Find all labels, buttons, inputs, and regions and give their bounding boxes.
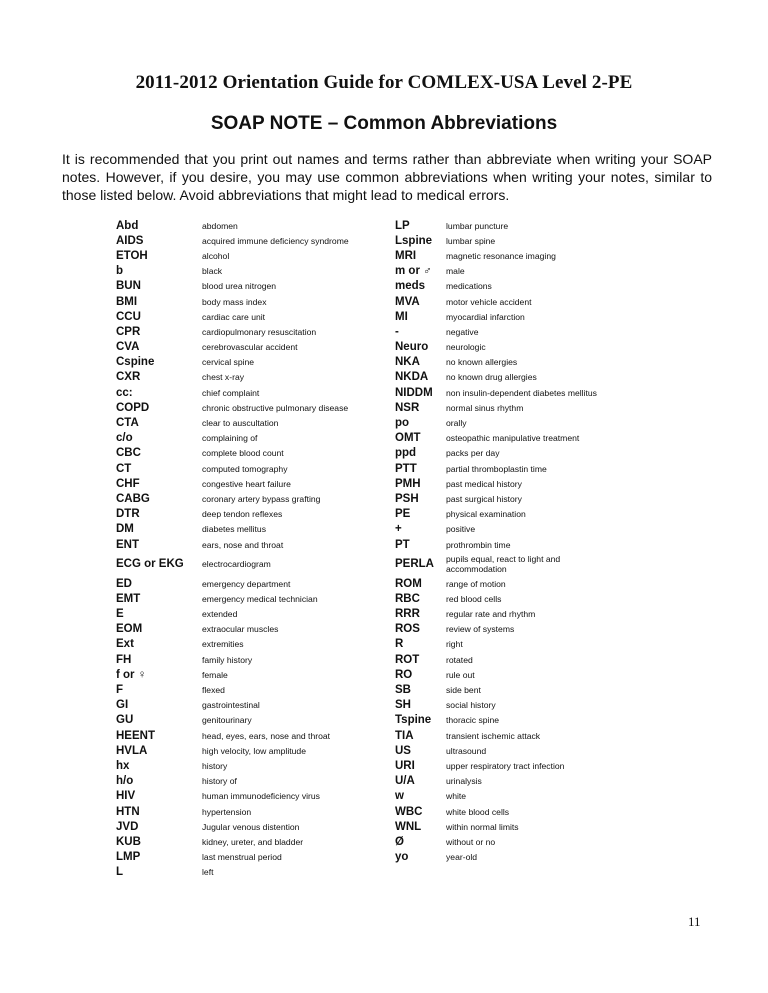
abbreviation-term: -	[395, 325, 399, 338]
abbreviation-meaning: complete blood count	[202, 448, 284, 459]
abbreviation-meaning: review of systems	[446, 624, 515, 635]
abbreviation-meaning: alcohol	[202, 250, 230, 261]
abbreviation-row	[395, 537, 616, 552]
abbreviation-row	[395, 682, 616, 697]
abbreviation-row	[395, 637, 616, 652]
abbreviation-row	[116, 279, 372, 294]
abbreviation-row	[116, 218, 372, 233]
abbreviation-meaning: genitourinary	[202, 715, 252, 726]
abbreviation-row	[395, 774, 616, 789]
abbreviation-row	[116, 264, 372, 279]
page-title: SOAP NOTE – Common Abbreviations	[210, 113, 558, 134]
abbreviation-term: WNL	[395, 820, 422, 833]
abbreviation-row	[395, 713, 616, 728]
abbreviation-row	[116, 476, 372, 491]
abbreviation-term: ED	[116, 577, 132, 590]
abbreviation-term: SB	[395, 684, 411, 697]
abbreviation-meaning: body mass index	[202, 296, 267, 307]
abbreviation-term: L	[116, 866, 124, 879]
abbreviation-row	[116, 491, 372, 506]
abbreviation-term: +	[395, 523, 402, 536]
abbreviation-term: MI	[395, 310, 408, 323]
abbreviation-row	[116, 758, 372, 773]
abbreviation-row	[116, 522, 372, 537]
abbreviation-meaning: medications	[446, 281, 492, 292]
abbreviation-term: E	[116, 608, 124, 621]
abbreviation-meaning: lumbar puncture	[446, 220, 509, 231]
abbreviation-term: PT	[395, 538, 410, 551]
abbreviation-meaning: ears, nose and throat	[202, 539, 284, 550]
abbreviation-row	[395, 248, 616, 263]
abbreviation-term: EOM	[116, 623, 143, 636]
abbreviation-term: NKA	[395, 356, 420, 369]
abbreviation-meaning: hypertension	[202, 806, 252, 817]
abbreviation-row	[116, 461, 372, 476]
abbreviation-term: BUN	[116, 280, 141, 293]
abbreviation-meaning: no known allergies	[446, 357, 518, 368]
abbreviation-meaning: extremities	[202, 639, 244, 650]
abbreviation-row	[116, 537, 372, 552]
abbreviation-term: ppd	[395, 447, 417, 460]
abbreviation-row	[395, 850, 616, 865]
abbreviation-meaning: orally	[446, 418, 467, 429]
abbreviation-term: F	[116, 684, 124, 697]
abbreviation-term: PTT	[395, 462, 417, 475]
abbreviation-term: po	[395, 417, 410, 430]
abbreviation-meaning: physical examination	[446, 509, 526, 520]
abbreviation-meaning: past surgical history	[446, 493, 522, 504]
abbreviation-row	[116, 698, 372, 713]
abbreviation-meaning: without or no	[446, 836, 496, 847]
abbreviation-meaning: rule out	[446, 669, 475, 680]
abbreviation-term: NIDDM	[395, 386, 433, 399]
abbreviation-term: Tspine	[395, 714, 432, 727]
abbreviation-meaning: flexed	[202, 685, 225, 696]
abbreviation-row	[395, 834, 616, 849]
abbreviation-term: SH	[395, 699, 411, 712]
abbreviation-term: CABG	[116, 492, 150, 505]
abbreviation-meaning: no known drug allergies	[446, 372, 537, 383]
abbreviation-term: Lspine	[395, 234, 433, 247]
abbreviation-row	[395, 652, 616, 667]
abbreviation-meaning: family history	[202, 654, 253, 665]
abbreviation-row	[116, 309, 372, 324]
abbreviation-meaning: diabetes mellitus	[202, 524, 267, 535]
abbreviation-term: HTN	[116, 805, 140, 818]
abbreviation-row	[395, 622, 616, 637]
abbreviation-meaning: emergency medical technician	[202, 593, 318, 604]
abbreviation-row	[395, 340, 616, 355]
abbreviation-row	[395, 355, 616, 370]
abbreviation-row	[116, 431, 372, 446]
abbreviation-term: EMT	[116, 592, 141, 605]
abbreviation-term: DTR	[116, 508, 140, 521]
abbreviation-meaning: last menstrual period	[202, 852, 282, 863]
abbreviation-row	[116, 682, 372, 697]
abbreviation-meaning: emergency department	[202, 578, 291, 589]
abbreviation-term: m or ♂	[395, 265, 432, 278]
abbreviation-term: Ø	[395, 835, 404, 848]
abbreviation-meaning: electrocardiogram	[202, 559, 271, 570]
abbreviation-term: NSR	[395, 401, 420, 414]
abbreviation-meaning: positive	[446, 524, 476, 535]
abbreviation-term: HVLA	[116, 744, 148, 757]
abbreviation-meaning: chronic obstructive pulmonary disease	[202, 402, 349, 413]
abbreviation-term: b	[116, 265, 124, 278]
abbreviation-meaning: black	[202, 266, 223, 277]
abbreviation-term: ENT	[116, 538, 139, 551]
abbreviation-term: Neuro	[395, 341, 429, 354]
abbreviation-meaning: extended	[202, 609, 238, 620]
abbreviation-row	[395, 607, 616, 622]
abbreviation-meaning: osteopathic manipulative treatment	[446, 433, 580, 444]
abbreviation-meaning: pupils equal, react to light and accommodation	[446, 554, 561, 575]
abbreviation-row	[395, 446, 616, 461]
abbreviation-row	[395, 294, 616, 309]
abbreviation-row	[395, 507, 616, 522]
abbreviation-row	[116, 400, 372, 415]
abbreviation-term: PSH	[395, 492, 419, 505]
abbreviation-term: PE	[395, 508, 411, 521]
abbreviation-row	[116, 576, 372, 591]
abbreviation-meaning: Jugular venous distention	[202, 821, 300, 832]
abbreviation-row	[116, 446, 372, 461]
abbreviation-meaning: within normal limits	[446, 821, 519, 832]
abbreviation-term: COPD	[116, 401, 150, 414]
abbreviation-row	[116, 233, 372, 248]
abbreviation-term: w	[395, 790, 404, 803]
abbreviation-term: DM	[116, 523, 134, 536]
abbreviation-term: ETOH	[116, 249, 148, 262]
abbreviation-row	[116, 774, 372, 789]
abbreviation-meaning: prothrombin time	[446, 539, 511, 550]
abbreviation-meaning: clear to auscultation	[202, 418, 279, 429]
abbreviation-term: ECG or EKG	[116, 558, 184, 571]
abbreviation-meaning: complaining of	[202, 433, 258, 444]
abbreviation-row	[116, 355, 372, 370]
abbreviation-meaning: coronary artery bypass grafting	[202, 493, 321, 504]
abbreviation-row	[395, 415, 616, 430]
abbreviation-meaning: past medical history	[446, 478, 522, 489]
abbreviation-meaning: negative	[446, 326, 479, 337]
abbreviation-term: RRR	[395, 608, 420, 621]
abbreviation-row	[116, 652, 372, 667]
abbreviation-meaning: ultrasound	[446, 745, 487, 756]
abbreviation-row	[395, 758, 616, 773]
abbreviation-row	[395, 476, 616, 491]
abbreviation-meaning: rotated	[446, 654, 473, 665]
abbreviation-term: GU	[116, 714, 134, 727]
abbreviation-meaning: regular rate and rhythm	[446, 609, 536, 620]
abbreviation-meaning: congestive heart failure	[202, 478, 291, 489]
abbreviation-row	[116, 415, 372, 430]
abbreviation-row	[395, 552, 616, 576]
abbreviation-row	[116, 667, 372, 682]
abbreviation-term: yo	[395, 851, 409, 864]
intro-paragraph: It is recommended that you print out names and terms rather than abbreviate when writing your SOAP notes. However, if you desire, you may use common abbreviations when writing your notes, similar to those listed below. Avoid abbreviations that might lead to medical errors.	[62, 151, 712, 203]
abbreviation-term: BMI	[116, 295, 138, 308]
abbreviation-meaning: right	[446, 639, 463, 650]
abbreviation-meaning: abdomen	[202, 220, 238, 231]
abbreviation-term: CTA	[116, 417, 139, 430]
abbreviation-row	[395, 591, 616, 606]
abbreviation-row	[116, 819, 372, 834]
abbreviation-list-left	[116, 218, 372, 880]
abbreviation-term: CBC	[116, 447, 141, 460]
abbreviation-meaning: white	[446, 791, 467, 802]
abbreviation-row	[395, 309, 616, 324]
abbreviation-meaning: normal sinus rhythm	[446, 402, 524, 413]
page-number: 11	[688, 914, 701, 929]
abbreviation-meaning: myocardial infarction	[446, 311, 525, 322]
abbreviation-meaning: human immunodeficiency virus	[202, 791, 320, 802]
abbreviation-term: CCU	[116, 310, 141, 323]
abbreviation-meaning: packs per day	[446, 448, 500, 459]
abbreviation-meaning: history	[202, 760, 228, 771]
abbreviation-row	[395, 218, 616, 233]
abbreviation-meaning: chest x-ray	[202, 372, 245, 383]
abbreviation-row	[116, 728, 372, 743]
abbreviation-row	[395, 400, 616, 415]
abbreviation-row	[395, 743, 616, 758]
abbreviation-row	[395, 491, 616, 506]
abbreviation-row	[395, 431, 616, 446]
abbreviation-term: US	[395, 744, 411, 757]
abbreviation-term: CT	[116, 462, 132, 475]
abbreviation-term: LP	[395, 219, 410, 232]
abbreviation-row	[395, 324, 616, 339]
abbreviation-meaning: extraocular muscles	[202, 624, 279, 635]
abbreviation-meaning: partial thromboplastin time	[446, 463, 547, 474]
abbreviation-term: Abd	[116, 219, 139, 232]
abbreviation-term: MVA	[395, 295, 420, 308]
abbreviation-row	[116, 370, 372, 385]
abbreviation-row	[116, 385, 372, 400]
abbreviation-row	[395, 698, 616, 713]
abbreviation-term: c/o	[116, 432, 133, 445]
abbreviation-term: U/A	[395, 775, 415, 788]
abbreviation-term: JVD	[116, 820, 139, 833]
abbreviation-term: h/o	[116, 775, 134, 788]
abbreviation-meaning: acquired immune deficiency syndrome	[202, 235, 349, 246]
abbreviation-term: hx	[116, 759, 130, 772]
abbreviation-row	[116, 789, 372, 804]
abbreviation-row	[395, 819, 616, 834]
abbreviation-term: PMH	[395, 477, 421, 490]
abbreviation-row	[395, 385, 616, 400]
abbreviation-row	[116, 850, 372, 865]
abbreviation-row	[395, 233, 616, 248]
abbreviation-meaning: red blood cells	[446, 593, 502, 604]
abbreviation-meaning: cardiopulmonary resuscitation	[202, 326, 317, 337]
abbreviation-term: CVA	[116, 341, 140, 354]
abbreviation-term: AIDS	[116, 234, 144, 247]
abbreviation-term: KUB	[116, 835, 141, 848]
abbreviation-term: RBC	[395, 592, 420, 605]
abbreviation-row	[116, 248, 372, 263]
abbreviation-meaning: thoracic spine	[446, 715, 500, 726]
abbreviation-meaning: upper respiratory tract infection	[446, 760, 565, 771]
abbreviation-row	[395, 522, 616, 537]
abbreviation-row	[116, 622, 372, 637]
abbreviation-row	[395, 370, 616, 385]
abbreviation-meaning: computed tomography	[202, 463, 288, 474]
abbreviation-row	[116, 324, 372, 339]
abbreviation-term: NKDA	[395, 371, 429, 384]
abbreviation-row	[116, 591, 372, 606]
abbreviation-meaning: range of motion	[446, 578, 506, 589]
abbreviation-term: Cspine	[116, 356, 155, 369]
abbreviation-meaning: left	[202, 867, 214, 878]
abbreviation-meaning: head, eyes, ears, nose and throat	[202, 730, 331, 741]
abbreviation-row	[395, 789, 616, 804]
abbreviation-list-right	[395, 218, 616, 865]
abbreviation-meaning: female	[202, 669, 228, 680]
abbreviation-term: f or ♀	[116, 668, 147, 681]
abbreviation-meaning: blood urea nitrogen	[202, 281, 277, 292]
abbreviation-term: HIV	[116, 790, 136, 803]
abbreviation-meaning: high velocity, low amplitude	[202, 745, 306, 756]
abbreviation-meaning: male	[446, 266, 465, 277]
abbreviation-term: ROT	[395, 653, 420, 666]
abbreviation-term: CHF	[116, 477, 140, 490]
abbreviation-term: LMP	[116, 851, 141, 864]
abbreviation-meaning: cervical spine	[202, 357, 255, 368]
abbreviation-term: meds	[395, 280, 426, 293]
abbreviation-row	[116, 552, 372, 576]
document-header: 2011-2012 Orientation Guide for COMLEX-USA Level 2-PE	[135, 72, 633, 93]
abbreviation-term: PERLA	[395, 558, 434, 571]
abbreviation-row	[116, 637, 372, 652]
abbreviation-term: R	[395, 638, 404, 651]
abbreviation-meaning: neurologic	[446, 342, 486, 353]
abbreviation-row	[395, 576, 616, 591]
abbreviation-row	[116, 743, 372, 758]
abbreviation-term: WBC	[395, 805, 423, 818]
abbreviation-row	[395, 667, 616, 682]
abbreviation-meaning: gastrointestinal	[202, 700, 260, 711]
abbreviation-term: HEENT	[116, 729, 155, 742]
abbreviation-meaning: transient ischemic attack	[446, 730, 541, 741]
abbreviation-row	[395, 279, 616, 294]
abbreviation-term: ROS	[395, 623, 420, 636]
abbreviation-term: OMT	[395, 432, 421, 445]
abbreviation-meaning: chief complaint	[202, 387, 260, 398]
abbreviation-row	[116, 340, 372, 355]
abbreviation-row	[395, 264, 616, 279]
abbreviation-row	[116, 507, 372, 522]
abbreviation-meaning: cerebrovascular accident	[202, 342, 298, 353]
abbreviation-term: RO	[395, 668, 413, 681]
abbreviation-meaning: non insulin-dependent diabetes mellitus	[446, 387, 597, 398]
abbreviation-meaning: social history	[446, 700, 496, 711]
abbreviation-meaning: deep tendon reflexes	[202, 509, 283, 520]
abbreviation-row	[116, 294, 372, 309]
abbreviation-term: CXR	[116, 371, 141, 384]
abbreviation-meaning: motor vehicle accident	[446, 296, 532, 307]
abbreviation-row	[116, 865, 372, 880]
abbreviation-term: Ext	[116, 638, 134, 651]
abbreviation-term: FH	[116, 653, 132, 666]
abbreviation-row	[116, 607, 372, 622]
abbreviation-term: MRI	[395, 249, 417, 262]
abbreviation-term: ROM	[395, 577, 422, 590]
abbreviation-term: cc:	[116, 386, 133, 399]
abbreviation-meaning: history of	[202, 776, 237, 787]
abbreviation-term: CPR	[116, 325, 141, 338]
abbreviation-meaning: kidney, ureter, and bladder	[202, 836, 304, 847]
abbreviation-row	[116, 804, 372, 819]
abbreviation-meaning: magnetic resonance imaging	[446, 250, 556, 261]
abbreviation-meaning: urinalysis	[446, 776, 482, 787]
abbreviation-meaning: white blood cells	[446, 806, 510, 817]
abbreviation-row	[395, 728, 616, 743]
abbreviation-row	[116, 713, 372, 728]
abbreviation-term: GI	[116, 699, 129, 712]
abbreviation-meaning: year-old	[446, 852, 478, 863]
abbreviation-row	[395, 461, 616, 476]
abbreviation-row	[395, 804, 616, 819]
abbreviation-meaning: lumbar spine	[446, 235, 496, 246]
abbreviation-meaning: cardiac care unit	[202, 311, 266, 322]
abbreviation-term: TIA	[395, 729, 414, 742]
abbreviation-row	[116, 834, 372, 849]
abbreviation-meaning: side bent	[446, 685, 481, 696]
abbreviation-term: URI	[395, 759, 415, 772]
